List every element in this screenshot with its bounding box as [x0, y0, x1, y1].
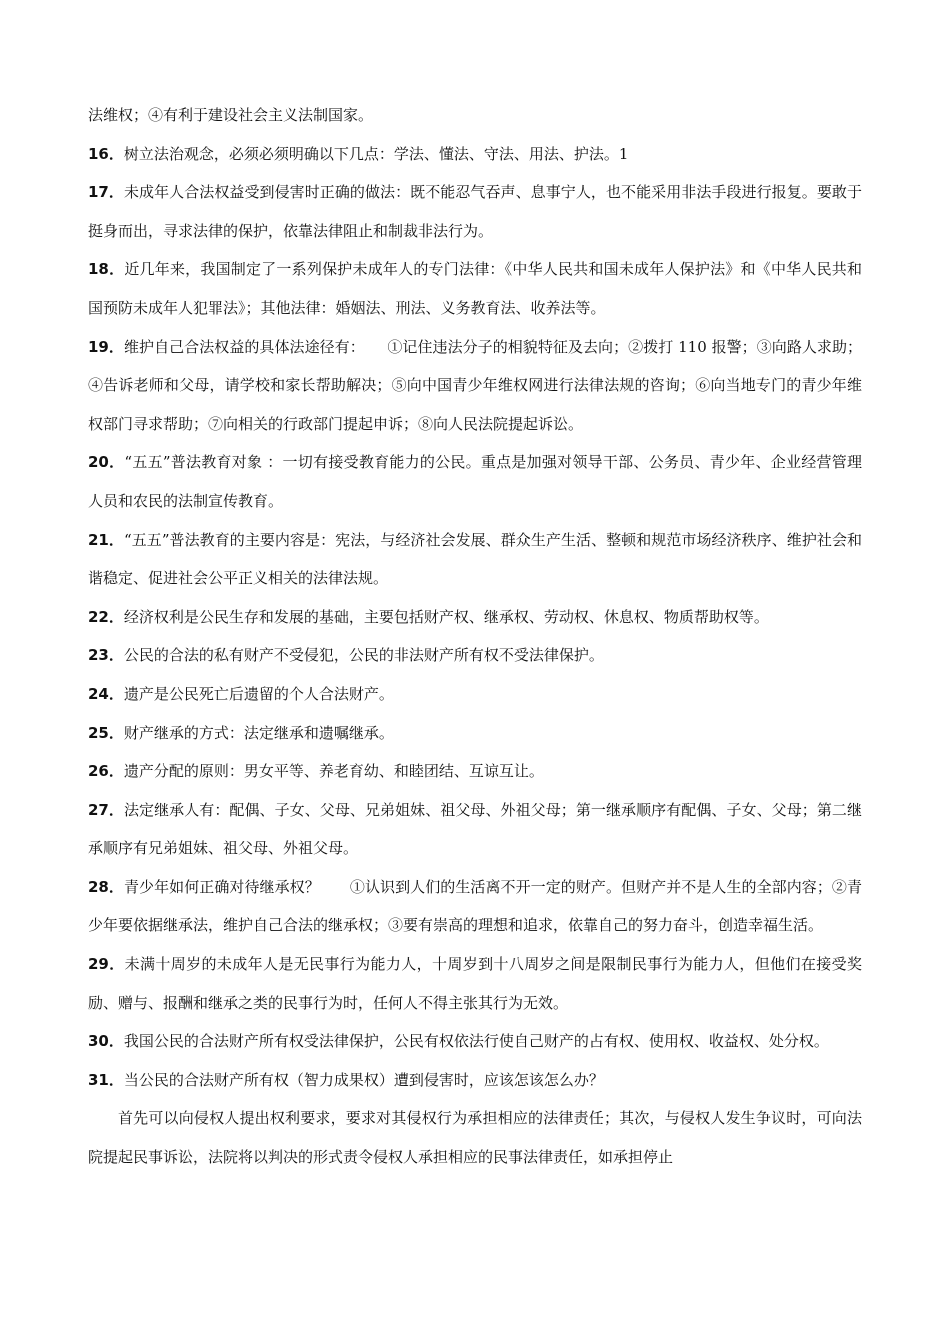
item-text: 法定继承人有：配偶、子女、父母、兄弟姐妹、祖父母、外祖父母；第一继承顺序有配偶、子女、父母；第二继承顺序有兄弟姐妹、祖父母、外祖父母。	[88, 800, 862, 858]
item-number: 28．	[88, 877, 124, 896]
list-item	[88, 791, 862, 868]
list-item	[88, 328, 862, 444]
item-text: 遗产分配的原则：男女平等、养老育幼、和睦团结、互谅互让。	[123, 762, 544, 781]
list-item	[88, 945, 862, 1022]
item-number: 27．	[88, 800, 124, 819]
item-text: 青少年如何正确对待继承权？ ①认识到人们的生活离不开一定的财产。但财产并不是人生的全部内容；②青少年要依据继承法，维护自己合法的继承权；③要有崇高的理想和追求，依靠自己的努力奋斗，创造幸福生活。	[88, 877, 862, 935]
item-text: 经济权利是公民生存和发展的基础，主要包括财产权、继承权、劳动权、休息权、物质帮助权等。	[123, 607, 769, 626]
list-item	[88, 250, 862, 327]
item-text: 维护自己合法权益的具体法途径有： ①记住违法分子的相貌特征及去向；②拨打 110 报警；③向路人求助；④告诉老师和父母，请学校和家长帮助解决；⑤向中国青少年维权网进行法律法规的咨询；⑥向当地专门的青少年维权部门寻求帮助；⑦向相关的行政部门提起申诉；⑧向人民法院提起诉讼。	[88, 337, 863, 433]
item-number: 26．	[88, 762, 124, 781]
item-number: 22．	[88, 607, 124, 626]
list-item	[88, 135, 862, 174]
item-number: 29．	[88, 955, 125, 974]
item-number: 19．	[88, 337, 124, 356]
list-item	[88, 443, 862, 520]
list-item	[88, 636, 862, 675]
item-number: 30．	[88, 1032, 124, 1051]
item-text: 当公民的合法财产所有权（智力成果权）遭到侵害时，应该怎该怎么办？	[123, 1070, 604, 1089]
item-text: 公民的合法的私有财产不受侵犯，公民的非法财产所有权不受法律保护。	[123, 646, 604, 665]
item-text: 近几年来，我国制定了一系列保护未成年人的专门法律：《中华人民共和国未成年人保护法》和《中华人民共和国预防未成年人犯罪法》；其他法律：婚姻法、刑法、义务教育法、收养法等。	[88, 260, 863, 317]
item-text: 未成年人合法权益受到侵害时正确的做法：既不能忍气吞声、息事宁人，也不能采用非法手段进行报复。要敢于挺身而出，寻求法律的保护，依靠法律阻止和制裁非法行为。	[88, 183, 862, 240]
list-item	[88, 714, 862, 753]
item-text: 财产继承的方式：法定继承和遗嘱继承。	[123, 723, 394, 742]
paragraph-continuation	[88, 96, 862, 135]
list-item	[88, 1022, 862, 1061]
list-item	[88, 868, 862, 945]
item-text: 未满十周岁的未成年人是无民事行为能力人，十周岁到十八周岁之间是限制民事行为能力人，但他们在接受奖励、赠与、报酬和继承之类的民事行为时，任何人不得主张其行为无效。	[88, 955, 863, 1012]
item-text: 我国公民的合法财产所有权受法律保护，公民有权依法行使自己财产的占有权、使用权、收益权、处分权。	[123, 1032, 829, 1051]
list-item	[88, 598, 862, 637]
item-number: 17．	[88, 183, 124, 202]
item-text: 首先可以向侵权人提出权利要求，要求对其侵权行为承担相应的法律责任；其次，与侵权人发生争议时，可向法院提起民事诉讼，法院将以判决的形式责令侵权人承担相应的民事法律责任，如承担停止	[88, 1109, 862, 1167]
list-item	[88, 521, 862, 598]
item-text: “五五”普法教育对象 ：一切有接受教育能力的公民。重点是加强对领导干部、公务员、青少年、企业经营管理人员和农民的法制宣传教育。	[88, 453, 862, 510]
item-number: 25．	[88, 723, 124, 742]
list-item	[88, 173, 862, 250]
item-number: 18．	[88, 260, 125, 279]
item-number: 20．	[88, 453, 125, 472]
item-text: “五五”普法教育的主要内容是：宪法，与经济社会发展、群众生产生活、整顿和规范市场经济秩序、维护社会和谐稳定、促进社会公平正义相关的法律法规。	[88, 530, 862, 588]
list-item	[88, 1061, 862, 1100]
item-text: 遗产是公民死亡后遗留的个人合法财产。	[123, 684, 394, 703]
answer-paragraph	[88, 1099, 862, 1176]
item-number: 16．	[88, 144, 124, 163]
list-item	[88, 752, 862, 791]
item-number: 23．	[88, 646, 124, 665]
item-number: 24．	[88, 684, 124, 703]
item-text: 法维权；④有利于建设社会主义法制国家。	[88, 106, 374, 124]
list-item	[88, 675, 862, 714]
item-number: 31．	[88, 1070, 124, 1089]
item-number: 21．	[88, 530, 124, 549]
item-text: 树立法治观念，必须必须明确以下几点：学法、懂法、守法、用法、护法。1	[123, 144, 629, 163]
